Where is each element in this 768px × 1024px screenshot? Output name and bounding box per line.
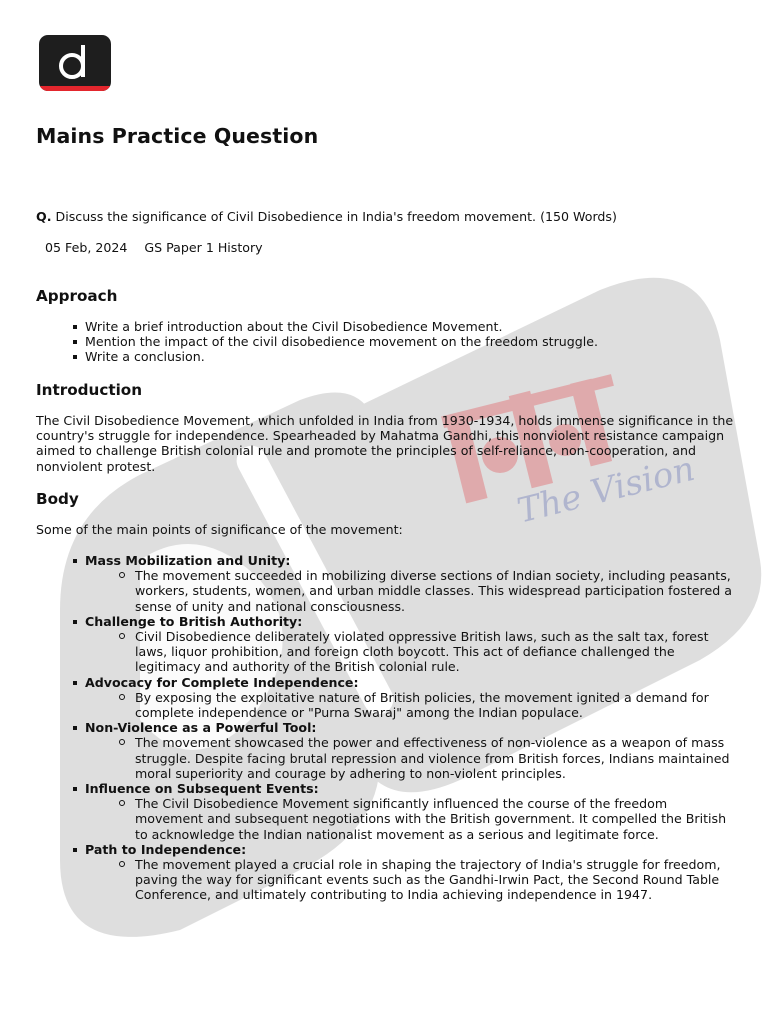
body-intro: Some of the main points of significance of the movement:	[36, 522, 403, 537]
point-detail: Civil Disobedience deliberately violated oppressive British laws, such as the salt tax, forest laws, liquor prohibition, and foreign cloth boycott. This act of defiance challenged the legitimacy and authority of the British colonial rule.	[85, 629, 736, 675]
body-heading: Body	[36, 490, 79, 508]
approach-item: Write a conclusion.	[36, 349, 598, 364]
logo-accent-bar	[39, 86, 111, 91]
page-title: Mains Practice Question	[36, 124, 319, 148]
point-title: Advocacy for Complete Independence:	[85, 674, 359, 690]
point-title: Non-Violence as a Powerful Tool:	[85, 720, 317, 736]
point-title: Mass Mobilization and Unity:	[85, 553, 291, 568]
approach-item: Write a brief introduction about the Civil Disobedience Movement.	[36, 319, 598, 334]
drishti-logo	[39, 35, 111, 91]
body-point	[36, 553, 736, 614]
point-title: Influence on Subsequent Events:	[85, 781, 319, 797]
body-point	[36, 842, 736, 903]
point-detail: The movement played a crucial role in shaping the trajectory of India's struggle for freedom, paving the way for significant events such as the Gandhi-Irwin Pact, the Second Round Table Conference, and ultimately contributing to India achieving independence in 1947.	[85, 857, 736, 903]
logo-d-icon	[39, 35, 111, 91]
point-title: Challenge to British Authority:	[85, 613, 303, 629]
point-detail: The movement succeeded in mobilizing diverse sections of Indian society, including peasants, workers, students, women, and urban middle classes. This widespread participation fostered a sense of unity and national consciousness.	[85, 568, 736, 614]
question	[36, 209, 617, 225]
approach-list	[36, 319, 598, 365]
approach-heading: Approach	[36, 287, 118, 305]
body-point	[36, 675, 736, 721]
question-prefix: Q.	[36, 209, 52, 224]
point-detail: The movement showcased the power and effectiveness of non-violence as a weapon of mass struggle. Despite facing brutal repression and violence from British forces, Indians maintained moral superiority and courage by adhering to non-violent principles.	[85, 735, 736, 781]
body-point	[36, 781, 736, 842]
introduction-heading: Introduction	[36, 381, 143, 399]
body-point	[36, 614, 736, 675]
body-points-list	[36, 553, 736, 903]
point-detail: By exposing the exploitative nature of British policies, the movement ignited a demand for complete independence or "Purna Swaraj" among the Indian populace.	[85, 690, 736, 720]
question-meta	[45, 240, 263, 256]
question-text: Discuss the significance of Civil Disobedience in India's freedom movement. (150 Words)	[55, 209, 617, 224]
point-detail: The Civil Disobedience Movement significantly influenced the course of the freedom movement and subsequent negotiations with the British government. It compelled the British to acknowledge the Indian nationalist movement as a serious and legitimate force.	[85, 796, 736, 842]
question-date: 05 Feb, 2024	[45, 240, 128, 255]
approach-item: Mention the impact of the civil disobedience movement on the freedom struggle.	[36, 334, 598, 349]
body-point	[36, 720, 736, 781]
question-paper: GS Paper 1 History	[144, 240, 263, 255]
point-title: Path to Independence:	[85, 841, 247, 857]
introduction-text: The Civil Disobedience Movement, which unfolded in India from 1930-1934, holds immense significance in the country's struggle for independence. Spearheaded by Mahatma Gandhi, this nonviolent resistance campaign aimed to challenge British colonial rule and promote the principles of self-reliance, non-cooperation, and nonviolent protest.	[36, 413, 734, 474]
watermark-tagline: The Vision	[513, 448, 699, 532]
